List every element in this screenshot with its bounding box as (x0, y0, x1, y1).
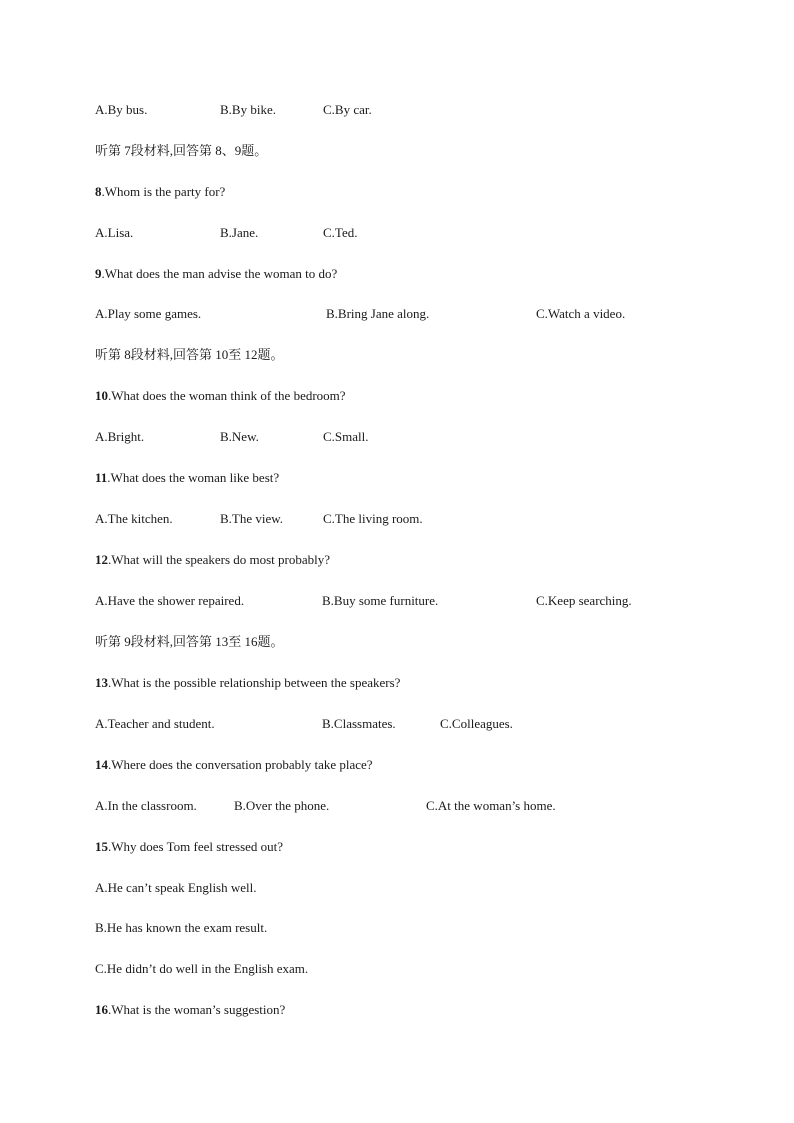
question-11 (95, 469, 279, 487)
q15-option-b: B.He has known the exam result. (95, 920, 268, 935)
question-number: 11 (95, 470, 108, 485)
q12-option-b: B.Buy some furniture. (322, 593, 439, 608)
q9-option-c: C.Watch a video. (536, 306, 626, 321)
question-10 (95, 387, 346, 405)
question-number: 10 (95, 388, 108, 403)
q11-option-b: B.The view. (220, 511, 284, 526)
q15-option-c: C.He didn’t do well in the English exam. (95, 961, 309, 976)
q10-option-c: C.Small. (323, 429, 369, 444)
q12-option-a: A.Have the shower repaired. (95, 593, 245, 608)
question-text: .What does the man advise the woman to do? (101, 266, 338, 281)
section-7-heading: 听第 7段材料,回答第 8、9题。 (95, 143, 268, 158)
section-9-heading: 听第 9段材料,回答第 13至 16题。 (95, 634, 284, 649)
question-14 (95, 756, 373, 774)
q10-option-a: A.Bright. (95, 429, 145, 444)
q7-option-c: C.By car. (323, 102, 372, 117)
q14-option-b: B.Over the phone. (234, 798, 330, 813)
question-number: 16 (95, 1002, 108, 1017)
question-number: 9 (95, 266, 102, 281)
q12-option-c: C.Keep searching. (536, 593, 632, 608)
question-8 (95, 183, 225, 201)
question-text: .Whom is the party for? (101, 184, 226, 199)
q14-option-c: C.At the woman’s home. (426, 798, 556, 813)
q7-option-a: A.By bus. (95, 102, 148, 117)
q8-option-b: B.Jane. (220, 225, 259, 240)
q11-option-a: A.The kitchen. (95, 511, 173, 526)
q10-option-b: B.New. (220, 429, 259, 444)
q13-option-b: B.Classmates. (322, 716, 396, 731)
q11-option-c: C.The living room. (323, 511, 423, 526)
q8-option-c: C.Ted. (323, 225, 358, 240)
q13-option-a: A.Teacher and student. (95, 716, 215, 731)
section-8-heading: 听第 8段材料,回答第 10至 12题。 (95, 347, 284, 362)
question-text: .Why does Tom feel stressed out? (108, 839, 284, 854)
q8-option-a: A.Lisa. (95, 225, 134, 240)
question-text: .What is the possible relationship between the speakers? (108, 675, 401, 690)
question-13 (95, 674, 400, 692)
question-number: 15 (95, 839, 108, 854)
q13-option-c: C.Colleagues. (440, 716, 513, 731)
question-9 (95, 265, 337, 283)
question-text: .What is the woman’s suggestion? (108, 1002, 286, 1017)
question-12 (95, 551, 330, 569)
question-16 (95, 1001, 285, 1019)
question-text: .What does the woman like best? (107, 470, 280, 485)
question-15 (95, 838, 283, 856)
q7-option-b: B.By bike. (220, 102, 276, 117)
question-number: 8 (95, 184, 102, 199)
question-number: 14 (95, 757, 108, 772)
question-text: .What does the woman think of the bedroom? (108, 388, 346, 403)
question-number: 12 (95, 552, 108, 567)
q15-option-a: A.He can’t speak English well. (95, 880, 257, 895)
q14-option-a: A.In the classroom. (95, 798, 197, 813)
q9-option-b: B.Bring Jane along. (326, 306, 430, 321)
question-text: .What will the speakers do most probably? (108, 552, 331, 567)
question-number: 13 (95, 675, 108, 690)
question-text: .Where does the conversation probably take place? (108, 757, 373, 772)
q9-option-a: A.Play some games. (95, 306, 202, 321)
